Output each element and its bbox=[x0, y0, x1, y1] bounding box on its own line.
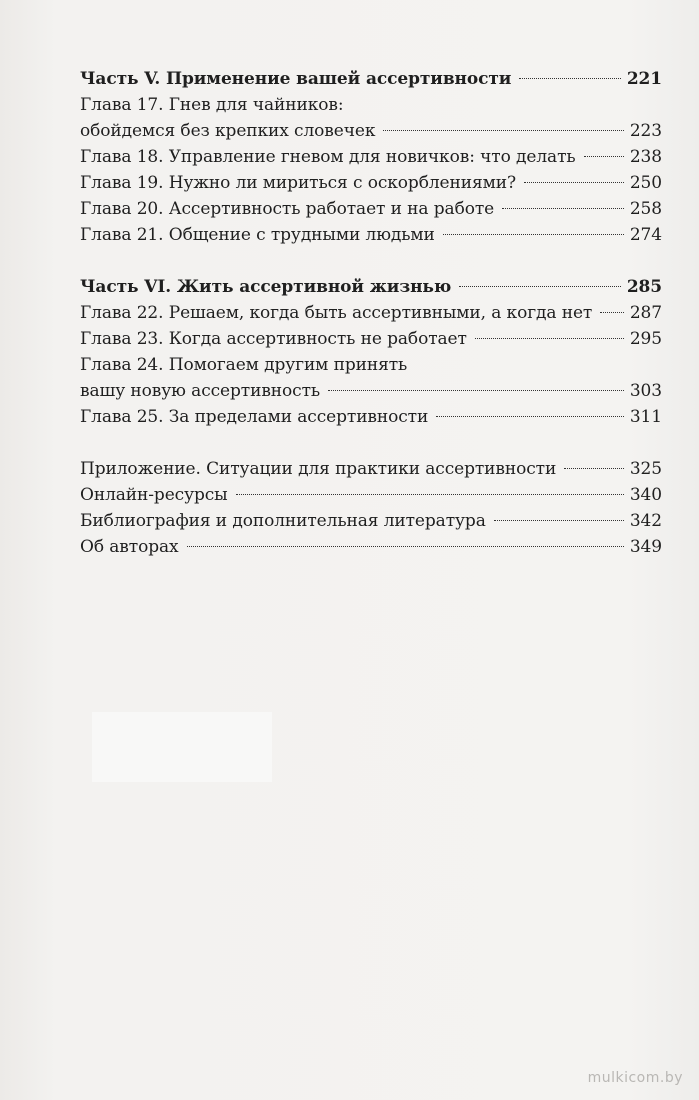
toc-entry-title: Глава 25. За пределами ассертивности bbox=[80, 407, 429, 427]
section-spacer bbox=[80, 430, 662, 456]
toc-entry-chapter-21 bbox=[80, 222, 662, 248]
toc-entry-chapter-19 bbox=[80, 170, 662, 196]
toc-page-number: 340 bbox=[629, 485, 662, 505]
toc-entry-title: Часть V. Применение вашей ассертивности bbox=[80, 69, 512, 89]
toc-entry-chapter-25 bbox=[80, 404, 662, 430]
toc-page-number: 250 bbox=[629, 173, 662, 193]
toc-page-number: 303 bbox=[629, 381, 662, 401]
toc-entry-title: вашу новую ассертивность bbox=[80, 381, 321, 401]
dot-leader bbox=[600, 312, 624, 313]
toc-page-number: 349 bbox=[629, 537, 662, 557]
toc-entry-part-6 bbox=[80, 274, 662, 300]
dot-leader bbox=[383, 130, 623, 131]
toc-entry-title: обойдемся без крепких словечек bbox=[80, 121, 376, 141]
toc-page-number: 325 bbox=[629, 459, 662, 479]
section-spacer bbox=[80, 248, 662, 274]
dot-leader bbox=[328, 390, 624, 391]
toc-entry-title: Глава 22. Решаем, когда быть ассертивными, а когда нет bbox=[80, 303, 593, 323]
dot-leader bbox=[524, 182, 624, 183]
toc-page-number: 311 bbox=[629, 407, 662, 427]
dot-leader bbox=[459, 286, 621, 287]
dot-leader bbox=[584, 156, 624, 157]
toc-entry-title: Глава 19. Нужно ли мириться с оскорблениями? bbox=[80, 173, 516, 193]
dot-leader bbox=[236, 494, 624, 495]
toc-entry-title: Глава 24. Помогаем другим принять bbox=[80, 355, 408, 375]
toc-entry-bibliography bbox=[80, 508, 662, 534]
toc-page-number: 285 bbox=[626, 277, 662, 297]
dot-leader bbox=[494, 520, 624, 521]
toc-entry-title: Приложение. Ситуации для практики ассертивности bbox=[80, 459, 557, 479]
toc-page-number: 274 bbox=[629, 225, 662, 245]
site-watermark: mulkicom.by bbox=[587, 1070, 683, 1086]
dot-leader bbox=[564, 468, 624, 469]
toc-entry-title: Глава 17. Гнев для чайников: bbox=[80, 95, 344, 115]
toc-entry-appendix bbox=[80, 456, 662, 482]
toc-entry-title: Глава 23. Когда ассертивность не работает bbox=[80, 329, 467, 349]
toc-entry-title: Часть VI. Жить ассертивной жизнью bbox=[80, 277, 452, 297]
dot-leader bbox=[436, 416, 624, 417]
toc-page-number: 258 bbox=[629, 199, 662, 219]
toc-entry-chapter-20 bbox=[80, 196, 662, 222]
toc-page-number: 295 bbox=[629, 329, 662, 349]
dot-leader bbox=[519, 78, 621, 79]
toc-entry-about-authors bbox=[80, 534, 662, 560]
toc-entry-chapter-22 bbox=[80, 300, 662, 326]
toc-entry-title: Глава 21. Общение с трудными людьми bbox=[80, 225, 435, 245]
toc-entry-online-resources bbox=[80, 482, 662, 508]
toc-entry-part-5 bbox=[80, 66, 662, 92]
toc-page-number: 223 bbox=[629, 121, 662, 141]
dot-leader bbox=[502, 208, 624, 209]
dot-leader bbox=[187, 546, 624, 547]
toc-entry-chapter-17 bbox=[80, 118, 662, 144]
toc-entry-chapter-18 bbox=[80, 144, 662, 170]
toc-page-number: 238 bbox=[629, 147, 662, 167]
dot-leader bbox=[443, 234, 624, 235]
toc-page-number: 342 bbox=[629, 511, 662, 531]
toc-entry-title: Онлайн-ресурсы bbox=[80, 485, 228, 505]
toc-page-number: 287 bbox=[629, 303, 662, 323]
toc-entry-chapter-24-line1 bbox=[80, 352, 662, 378]
toc-page-number: 221 bbox=[626, 69, 662, 89]
toc-entry-title: Библиография и дополнительная литература bbox=[80, 511, 486, 531]
dot-leader bbox=[475, 338, 624, 339]
toc-entry-title: Об авторах bbox=[80, 537, 179, 557]
table-of-contents bbox=[80, 66, 662, 560]
toc-entry-chapter-24 bbox=[80, 378, 662, 404]
toc-entry-chapter-23 bbox=[80, 326, 662, 352]
redaction-patch bbox=[92, 712, 272, 782]
toc-entry-chapter-17-line1 bbox=[80, 92, 662, 118]
toc-entry-title: Глава 18. Управление гневом для новичков: что делать bbox=[80, 147, 576, 167]
toc-entry-title: Глава 20. Ассертивность работает и на работе bbox=[80, 199, 495, 219]
